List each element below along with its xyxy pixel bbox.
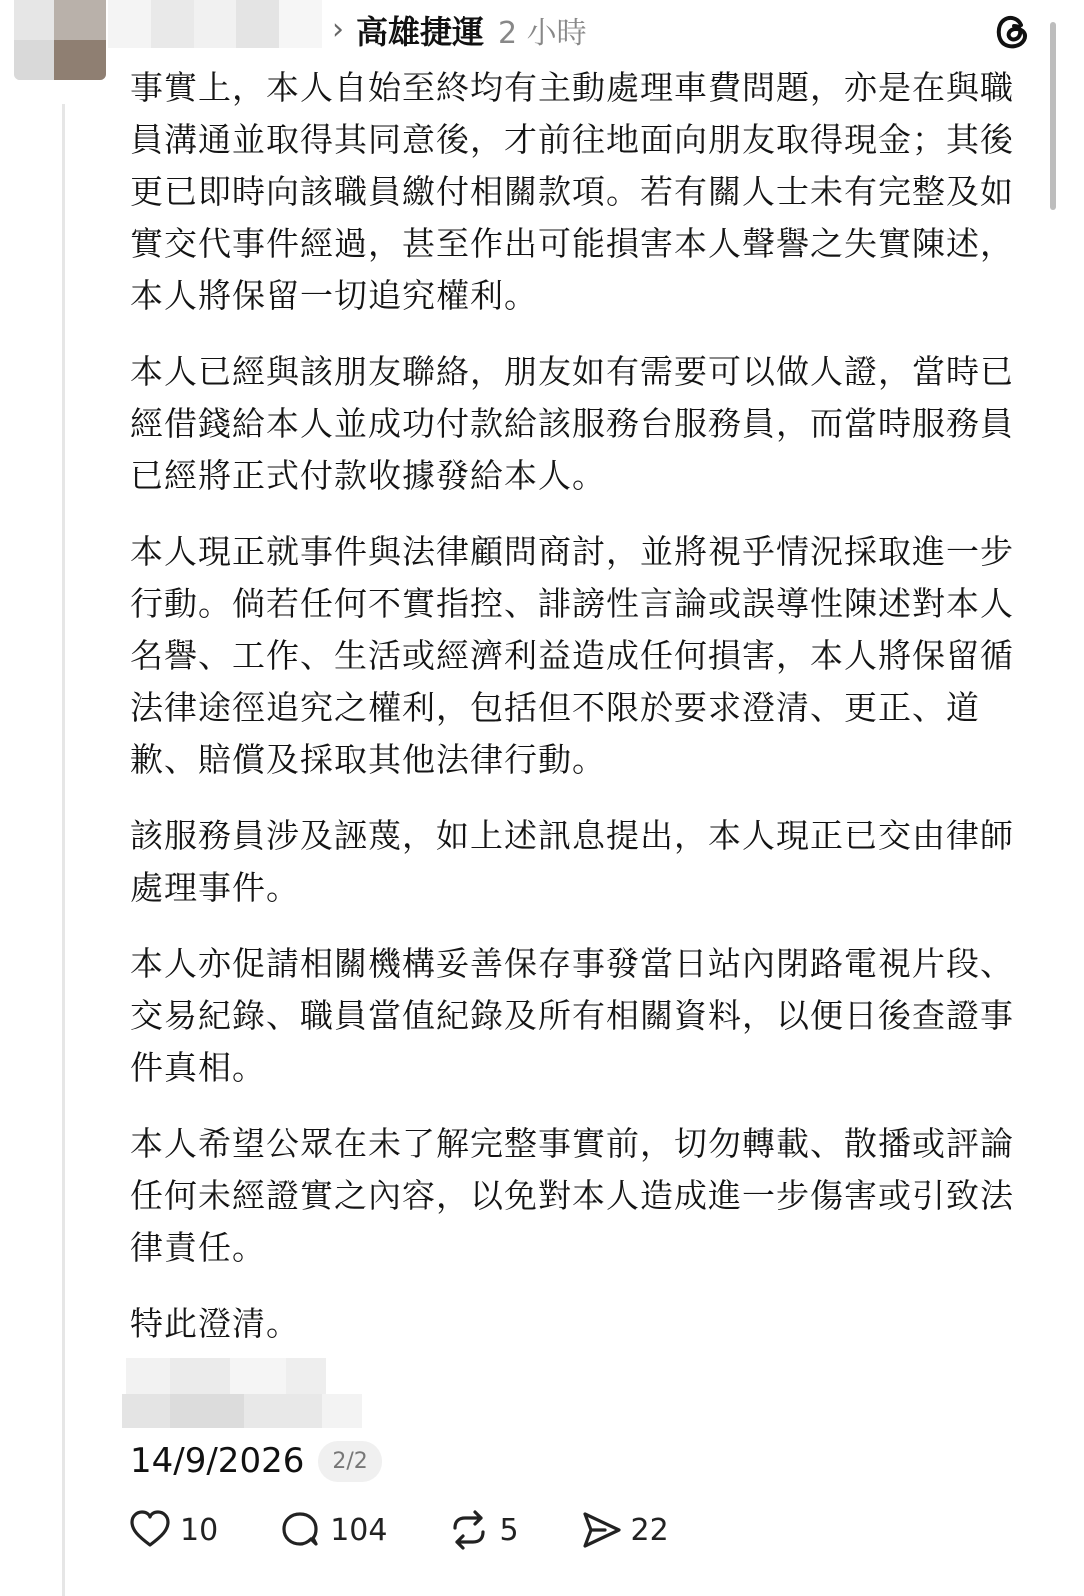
like-count: 10 [180,1512,219,1548]
post-date: 14/9/2026 [130,1441,305,1481]
post-paragraph: 該服務員涉及誣蔑，如上述訊息提出，本人現正已交由律師處理事件。 [130,816,1014,907]
blurred-signature [122,1358,362,1428]
reply-count: 104 [330,1512,388,1548]
post-paragraph: 本人已經與該朋友聯絡，朋友如有需要可以做人證，當時已經借錢給本人並成功付款給該服務台服務員，而當時服務員已經將正式付款收據發給本人。 [130,352,1014,495]
threads-icon[interactable] [990,10,1034,54]
post-paragraph: 本人希望公眾在未了解完整事實前，切勿轉載、散播或評論任何未經證實之內容，以免對本人造成進一步傷害或引致法律責任。 [130,1124,1014,1267]
post-time: 2 小時 [498,16,587,51]
share-button[interactable] [579,1508,669,1552]
comment-icon [278,1508,322,1552]
post-body [130,62,1020,1374]
replied-to-author[interactable]: 高雄捷運 [356,13,485,51]
post-paragraph: 本人現正就事件與法律顧問商討，並將視乎情況採取進一步行動。倘若任何不實指控、誹謗性言論或誤導性陳述對本人名譽、工作、生活或經濟利益造成任何損害，本人將保留循法律途徑追究之權利，包括但不限於要求澄清、更正、道歉、賠償及採取其他法律行動。 [130,532,1014,779]
page-indicator: 2/2 [318,1441,381,1482]
post-paragraph: 事實上，本人自始至終均有主動處理車費問題，亦是在與職員溝通並取得其同意後，才前往地面向朋友取得現金；其後更已即時向該職員繳付相關款項。若有關人士未有完整及如實交代事件經過，甚至作出可能損害本人聲譽之失實陳述，本人將保留一切追究權利。 [130,68,1014,315]
scrollbar[interactable] [1050,22,1056,210]
action-bar [128,1506,729,1554]
repost-button[interactable] [447,1508,518,1552]
reply-button[interactable] [278,1508,387,1552]
thread-connector-line [62,104,65,1596]
chevron-right-icon: › [332,12,344,47]
post-header [332,8,587,52]
repost-count: 5 [499,1512,519,1548]
share-count: 22 [630,1512,669,1548]
repost-icon [447,1508,491,1552]
avatar[interactable] [14,0,106,80]
blurred-username[interactable] [108,0,322,48]
post-footer-date [130,1436,382,1486]
heart-icon [128,1508,172,1552]
post-paragraph: 本人亦促請相關機構妥善保存事發當日站內閉路電視片段、交易紀錄、職員當值紀錄及所有相關資料，以便日後查證事件真相。 [130,944,1014,1087]
send-icon [579,1508,623,1552]
post-paragraph: 特此澄清。 [130,1304,300,1343]
like-button[interactable] [128,1508,218,1552]
